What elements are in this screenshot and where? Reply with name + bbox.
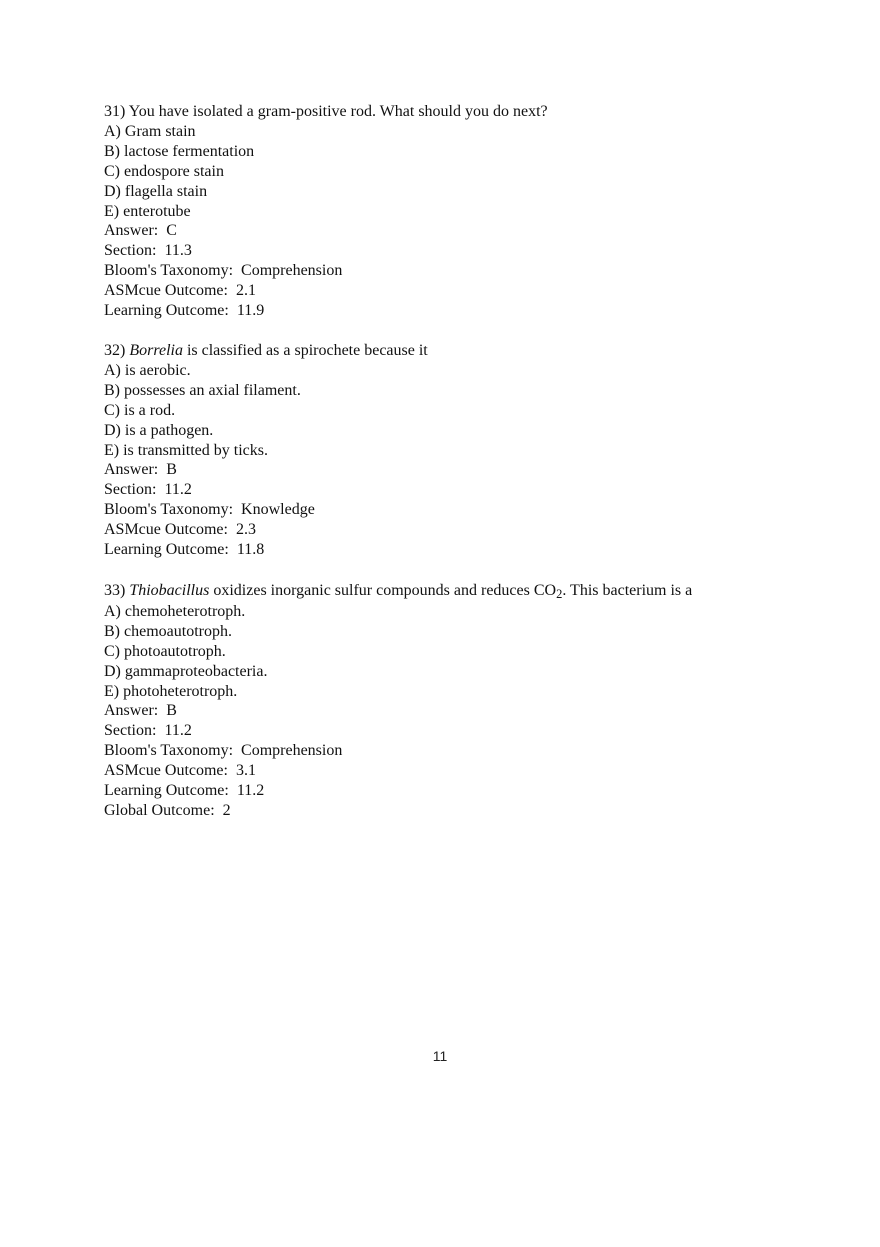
option-d: D) flagella stain [104,182,208,200]
question-33 [104,580,824,821]
question-31 [104,102,824,321]
answer-line: Answer: B [104,461,177,479]
genus-name: Borrelia [129,341,183,359]
question-stem [104,102,824,122]
page-content [104,102,824,841]
option-d: D) is a pathogen. [104,421,214,439]
question-number: 32) [104,341,126,359]
option-e: E) enterotube [104,202,191,220]
answer-line: Answer: B [104,702,177,720]
question-number: 33) [104,581,126,599]
asmcue-outcome-line: ASMcue Outcome: 2.1 [104,282,256,300]
option-d: D) gammaproteobacteria. [104,662,268,680]
question-stem [104,580,824,602]
question-text: is classified as a spirochete because it [182,341,428,359]
section-line: Section: 11.2 [104,722,192,740]
learning-outcome-line: Learning Outcome: 11.9 [104,302,265,320]
option-b: B) lactose fermentation [104,142,255,160]
question-32 [104,341,824,560]
global-outcome-line: Global Outcome: 2 [104,802,231,819]
option-a: A) is aerobic. [104,361,191,379]
section-line: Section: 11.2 [104,481,192,499]
option-c: C) endospore stain [104,162,224,180]
page-number: 11 [432,1048,448,1064]
question-text-end: . This bacterium is a [562,581,693,599]
question-stem [104,341,824,361]
genus-name: Thiobacillus [129,581,210,599]
option-e: E) photoheterotroph. [104,682,238,700]
option-b: B) chemoautotroph. [104,622,232,640]
option-e: E) is transmitted by ticks. [104,441,268,459]
blooms-taxonomy-line: Bloom's Taxonomy: Comprehension [104,262,343,280]
option-b: B) possesses an axial filament. [104,381,301,399]
section-line: Section: 11.3 [104,242,192,260]
option-c: C) is a rod. [104,401,176,419]
answer-line: Answer: C [104,222,177,240]
asmcue-outcome-line: ASMcue Outcome: 2.3 [104,521,256,539]
option-c: C) photoautotroph. [104,642,226,660]
question-text: You have isolated a gram-positive rod. What should you do next? [128,103,548,120]
subscript-two: 2 [556,586,563,601]
blooms-taxonomy-line: Bloom's Taxonomy: Comprehension [104,742,343,760]
blooms-taxonomy-line: Bloom's Taxonomy: Knowledge [104,501,315,519]
learning-outcome-line: Learning Outcome: 11.2 [104,782,265,800]
asmcue-outcome-line: ASMcue Outcome: 3.1 [104,762,256,780]
option-a: A) Gram stain [104,122,196,140]
option-a: A) chemoheterotroph. [104,602,246,620]
question-number: 31) [104,103,126,120]
learning-outcome-line: Learning Outcome: 11.8 [104,541,265,559]
question-text: oxidizes inorganic sulfur compounds and reduces CO [209,581,557,599]
